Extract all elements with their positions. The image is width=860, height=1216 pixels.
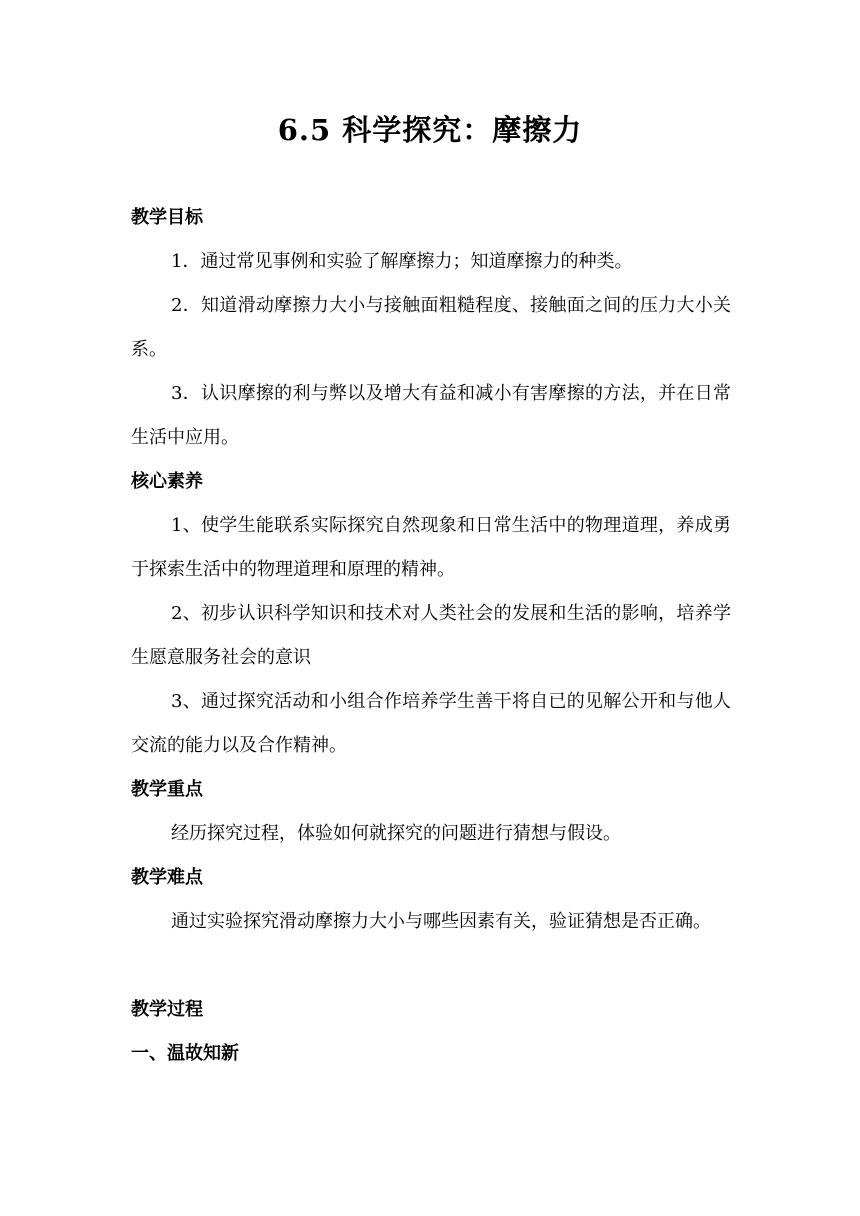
literacy-item-3: 3、通过探究活动和小组合作培养学生善干将自已的见解公开和与他人交流的能力以及合作精神。 xyxy=(131,691,731,756)
document-body xyxy=(131,196,731,1076)
goal-item-1: 1．通过常见事例和实验了解摩擦力；知道摩擦力的种类。 xyxy=(171,251,633,272)
section-heading-teaching-process: 教学过程 xyxy=(131,999,203,1020)
section-heading-core-literacy: 核心素养 xyxy=(131,471,203,492)
key-point-item-1: 经历探究过程，体验如何就探究的问题进行猜想与假设。 xyxy=(171,823,621,844)
goal-item-2: 2．知道滑动摩擦力大小与接触面粗糙程度、接触面之间的压力大小关系。 xyxy=(131,295,731,360)
literacy-item-2: 2、初步认识科学知识和技术对人类社会的发展和生活的影响，培养学生愿意服务社会的意识 xyxy=(131,603,731,668)
literacy-item-1: 1、使学生能联系实际探究自然现象和日常生活中的物理道理，养成勇于探索生活中的物理道理和原理的精神。 xyxy=(131,515,731,580)
difficult-point-item-1: 通过实验探究滑动摩擦力大小与哪些因素有关，验证猜想是否正确。 xyxy=(171,911,711,932)
goal-item-3: 3．认识摩擦的利与弊以及增大有益和减小有害摩擦的方法，并在日常生活中应用。 xyxy=(131,383,731,448)
page-title: 6.5 科学探究：摩擦力 xyxy=(277,113,583,147)
section-heading-difficult-points: 教学难点 xyxy=(131,867,203,888)
section-heading-review: 一、温故知新 xyxy=(131,1043,239,1064)
section-heading-teaching-goals: 教学目标 xyxy=(131,207,203,228)
section-heading-key-points: 教学重点 xyxy=(131,779,203,800)
